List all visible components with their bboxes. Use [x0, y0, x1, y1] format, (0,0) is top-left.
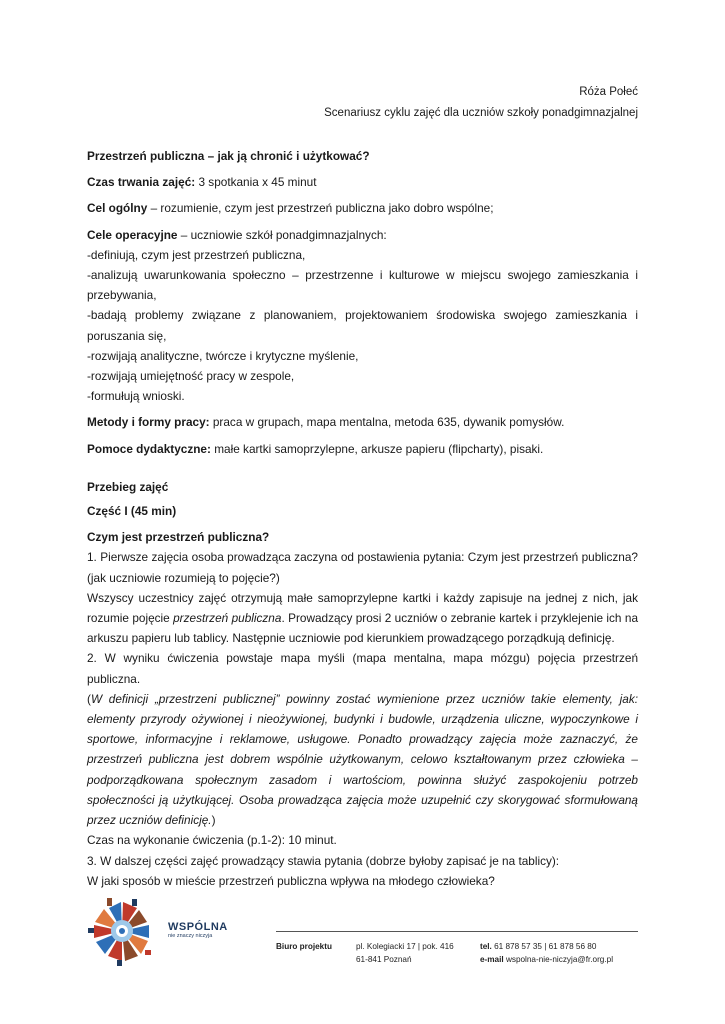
document-body — [87, 146, 638, 891]
tel-value: 61 878 57 35 | 61 878 56 80 — [491, 942, 597, 951]
ops-item: -badają problemy związane z planowaniem, projektowaniem środowiska swojego zamieszkania i poruszania się, — [87, 308, 638, 343]
ops-item: -rozwijają analityczne, twórcze i krytyczne myślenie, — [87, 348, 359, 363]
address-line-2: 61-841 Poznań — [356, 955, 412, 964]
goal-line — [87, 198, 638, 218]
paragraph-1: 1. Pierwsze zajęcia osoba prowadząca zaczyna od postawienia pytania: Czym jest przestrzeń publiczna? (jak uczniowie rozumieją to pojęcie?) — [87, 550, 638, 585]
ops-value: – uczniowie szkół ponadgimnazjalnych: — [177, 227, 387, 242]
paragraph-6: 3. W dalszej części zajęć prowadzący stawia pytania (dobrze byłoby zapisać je na tablicy): — [87, 853, 560, 868]
methods-value: praca w grupach, mapa mentalna, metoda 635, dywanik pomysłów. — [209, 415, 565, 430]
ops-line — [87, 225, 638, 245]
ops-item: -definiują, czym jest przestrzeń publiczna, — [87, 247, 306, 262]
paragraph-4 — [87, 689, 638, 830]
methods-line — [87, 412, 638, 432]
aids-line — [87, 439, 638, 459]
paragraph-3: 2. W wyniku ćwiczenia powstaje mapa myśli (mapa mentalna, mapa mózgu) pojęcia przestrzeń publiczna. — [87, 651, 638, 686]
phone-line — [480, 940, 613, 953]
p2-text-a: Wszyscy uczestnicy zajęć otrzymują małe samoprzylepne kartki i każdy zapisuje na jednej z nich, jak rozumie pojęcie — [87, 590, 638, 626]
goal-label: Cel ogólny — [87, 201, 148, 216]
office-address — [356, 940, 454, 966]
duration-value: 3 spotkania x 45 minut — [195, 175, 317, 190]
goal-value: – rozumienie, czym jest przestrzeń publiczna jako dobro wspólne; — [147, 201, 494, 216]
duration-line — [87, 172, 638, 192]
page-header — [324, 82, 638, 124]
p2-text-b: . Prowadzący prosi 2 uczniów o zebranie kartek i przyklejenie ich na arkuszu papieru lub tablicy. Następnie uczniowie pod kierunkiem prowadzącego porządkują definicję. — [87, 611, 639, 646]
logo-title: WSPÓLNA — [168, 921, 228, 933]
course-heading: Przebieg zajęć — [87, 479, 169, 494]
author-name: Róża Połeć — [579, 86, 638, 98]
paragraph-5: Czas na wykonanie ćwiczenia (p.1-2): 10 minut. — [87, 833, 337, 848]
wspolna-logo-icon — [87, 896, 157, 966]
document-subtitle: Scenariusz cyklu zajęć dla uczniów szkoły ponadgimnazjalnej — [324, 107, 638, 119]
email-line[interactable] — [480, 953, 613, 966]
tel-label: tel. — [480, 942, 492, 951]
ops-item: -formułują wnioski. — [87, 389, 185, 404]
part-heading: Część I (45 min) — [87, 504, 177, 519]
logo-wordmark — [168, 921, 228, 940]
duration-label: Czas trwania zajęć: — [87, 175, 196, 190]
methods-label: Metody i formy pracy: — [87, 415, 210, 430]
address-line-1: pl. Kolegiacki 17 | pok. 416 — [356, 942, 454, 951]
email-label: e-mail — [480, 955, 504, 964]
question-heading: Czym jest przestrzeń publiczna? — [87, 530, 270, 545]
footer-divider — [276, 931, 638, 932]
aids-value: małe kartki samoprzylepne, arkusze papieru (flipcharty), pisaki. — [210, 441, 544, 456]
p4-close: ) — [211, 813, 216, 828]
office-label: Biuro projektu — [276, 942, 332, 951]
paragraph-7: W jaki sposób w mieście przestrzeń publiczna wpływa na młodego człowieka? — [87, 873, 495, 888]
p2-term: przestrzeń publiczna — [173, 611, 282, 626]
logo-subtitle: nie znaczy niczyja — [168, 933, 213, 939]
paragraph-2 — [87, 588, 638, 649]
email-value[interactable]: wspolna-nie-niczyja@fr.org.pl — [503, 955, 614, 964]
office-contact — [480, 940, 613, 966]
ops-label: Cele operacyjne — [87, 227, 178, 242]
document-title: Przestrzeń publiczna – jak ją chronić i użytkować? — [87, 149, 370, 163]
ops-item: -analizują uwarunkowania społeczno – przestrzenne i kulturowe w miejscu swojego zamieszkania i przebywania, — [87, 268, 638, 303]
ops-item: -rozwijają umiejętność pracy w zespole, — [87, 369, 295, 384]
p4-italic: W definicji „przestrzeni publicznej” powinny zostać wymienione przez uczniów takie elementy, jak: elementy przyrody ożywionej i nieożywionej, budynki i budowle, urządzenia uliczne, wypoczynkowe i sportowe, informacyjne i reklamowe, usługowe. Ponadto prowadzący zajęcia może zaznaczyć, że przestrzeń publiczna jest dobrem wspólnie użytkowanym, celowo kształtowanym przez człowieka – podporządkowana społecznym zasadom i wartościom, powinna służyć zaspokojeniu potrzeb społeczności ją użytkującej. Osoba prowadząca zajęcia może uzupełnić czy skorygować sformułowaną przez uczniów definicję. — [87, 691, 638, 828]
p4-open: ( — [87, 691, 91, 706]
aids-label: Pomoce dydaktyczne: — [87, 441, 211, 456]
